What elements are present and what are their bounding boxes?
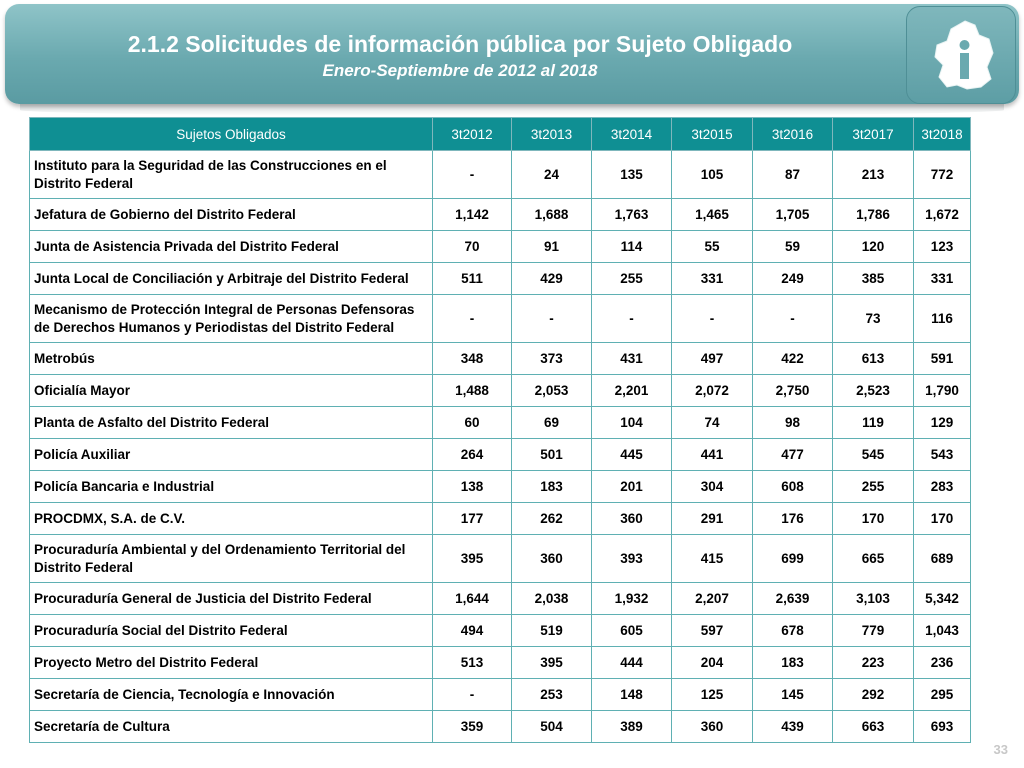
table-row xyxy=(30,263,971,295)
table-row xyxy=(30,615,971,647)
cell-value: 120 xyxy=(833,231,914,263)
header-shadow xyxy=(20,104,1004,116)
page-number: 33 xyxy=(993,742,1008,757)
cell-value: 359 xyxy=(433,711,512,743)
cell-value: 87 xyxy=(753,151,833,199)
cell-value: 59 xyxy=(753,231,833,263)
mexico-city-map-info-icon xyxy=(906,6,1016,104)
table-row xyxy=(30,583,971,615)
cell-value: 501 xyxy=(512,439,592,471)
row-name: Metrobús xyxy=(30,343,433,375)
page-title: 2.1.2 Solicitudes de información pública por Sujeto Obligado xyxy=(127,31,793,57)
cell-value: 138 xyxy=(433,471,512,503)
cell-value: 125 xyxy=(672,679,753,711)
page-subtitle: Enero-Septiembre de 2012 al 2018 xyxy=(322,61,598,80)
cell-value: 176 xyxy=(753,503,833,535)
cell-value: 170 xyxy=(833,503,914,535)
cell-value: 497 xyxy=(672,343,753,375)
cell-value: 74 xyxy=(672,407,753,439)
cell-value: 331 xyxy=(914,263,971,295)
column-header-3t2012: 3t2012 xyxy=(433,118,512,151)
cell-value: 60 xyxy=(433,407,512,439)
cell-value: 1,672 xyxy=(914,199,971,231)
cell-value: 1,644 xyxy=(433,583,512,615)
row-name: Oficialía Mayor xyxy=(30,375,433,407)
cell-value: 444 xyxy=(592,647,672,679)
cell-value: 519 xyxy=(512,615,592,647)
cell-value: 1,688 xyxy=(512,199,592,231)
cell-value: 148 xyxy=(592,679,672,711)
cell-value: 393 xyxy=(592,535,672,583)
cell-value: 295 xyxy=(914,679,971,711)
row-name: Junta de Asistencia Privada del Distrito Federal xyxy=(30,231,433,263)
cell-value: 1,142 xyxy=(433,199,512,231)
cell-value: 1,465 xyxy=(672,199,753,231)
cell-value: 291 xyxy=(672,503,753,535)
cell-value: 699 xyxy=(753,535,833,583)
table-row xyxy=(30,343,971,375)
row-name: Policía Bancaria e Industrial xyxy=(30,471,433,503)
cell-value: 5,342 xyxy=(914,583,971,615)
cell-value: 2,053 xyxy=(512,375,592,407)
cell-value: 441 xyxy=(672,439,753,471)
cell-value: 2,201 xyxy=(592,375,672,407)
cell-value: 223 xyxy=(833,647,914,679)
cell-value: 2,038 xyxy=(512,583,592,615)
cell-value: 98 xyxy=(753,407,833,439)
cell-value: 292 xyxy=(833,679,914,711)
cell-value: 613 xyxy=(833,343,914,375)
cell-value: 1,488 xyxy=(433,375,512,407)
cell-value: 389 xyxy=(592,711,672,743)
cell-value: - xyxy=(672,295,753,343)
cell-value: 304 xyxy=(672,471,753,503)
cell-value: 678 xyxy=(753,615,833,647)
cell-value: 395 xyxy=(512,647,592,679)
row-name: Secretaría de Cultura xyxy=(30,711,433,743)
cell-value: 2,207 xyxy=(672,583,753,615)
cell-value: 445 xyxy=(592,439,672,471)
cell-value: 1,705 xyxy=(753,199,833,231)
row-name: Jefatura de Gobierno del Distrito Federal xyxy=(30,199,433,231)
cell-value: 145 xyxy=(753,679,833,711)
cell-value: 360 xyxy=(592,503,672,535)
table-row xyxy=(30,295,971,343)
cell-value: 591 xyxy=(914,343,971,375)
cell-value: 608 xyxy=(753,471,833,503)
cell-value: 264 xyxy=(433,439,512,471)
table-header-row xyxy=(30,118,971,151)
cell-value: 236 xyxy=(914,647,971,679)
cell-value: - xyxy=(433,295,512,343)
cell-value: 255 xyxy=(833,471,914,503)
cell-value: 183 xyxy=(753,647,833,679)
cell-value: 55 xyxy=(672,231,753,263)
cell-value: 504 xyxy=(512,711,592,743)
cell-value: 249 xyxy=(753,263,833,295)
cell-value: 1,790 xyxy=(914,375,971,407)
cell-value: 105 xyxy=(672,151,753,199)
table-row xyxy=(30,199,971,231)
cell-value: 665 xyxy=(833,535,914,583)
cell-value: 213 xyxy=(833,151,914,199)
cell-value: 605 xyxy=(592,615,672,647)
table-row xyxy=(30,503,971,535)
cell-value: 429 xyxy=(512,263,592,295)
cell-value: 104 xyxy=(592,407,672,439)
cell-value: 69 xyxy=(512,407,592,439)
cell-value: 597 xyxy=(672,615,753,647)
cell-value: 2,639 xyxy=(753,583,833,615)
column-header-3t2013: 3t2013 xyxy=(512,118,592,151)
cell-value: 693 xyxy=(914,711,971,743)
cell-value: 3,103 xyxy=(833,583,914,615)
cell-value: 123 xyxy=(914,231,971,263)
cell-value: 70 xyxy=(433,231,512,263)
table-row xyxy=(30,151,971,199)
table-row xyxy=(30,647,971,679)
cell-value: 114 xyxy=(592,231,672,263)
cell-value: 73 xyxy=(833,295,914,343)
cell-value: 415 xyxy=(672,535,753,583)
table-row xyxy=(30,439,971,471)
table-row xyxy=(30,471,971,503)
cell-value: - xyxy=(512,295,592,343)
table-row xyxy=(30,407,971,439)
cell-value: 91 xyxy=(512,231,592,263)
cell-value: 373 xyxy=(512,343,592,375)
cell-value: 439 xyxy=(753,711,833,743)
cell-value: 477 xyxy=(753,439,833,471)
cell-value: 422 xyxy=(753,343,833,375)
requests-table xyxy=(29,117,971,743)
row-name: Instituto para la Seguridad de las Construcciones en el Distrito Federal xyxy=(30,151,433,199)
cell-value: 2,523 xyxy=(833,375,914,407)
cell-value: 360 xyxy=(512,535,592,583)
cell-value: 511 xyxy=(433,263,512,295)
row-name: Secretaría de Ciencia, Tecnología e Innovación xyxy=(30,679,433,711)
row-name: Proyecto Metro del Distrito Federal xyxy=(30,647,433,679)
cell-value: 116 xyxy=(914,295,971,343)
cell-value: 348 xyxy=(433,343,512,375)
row-name: Planta de Asfalto del Distrito Federal xyxy=(30,407,433,439)
row-name: Junta Local de Conciliación y Arbitraje del Distrito Federal xyxy=(30,263,433,295)
cell-value: 545 xyxy=(833,439,914,471)
cell-value: 513 xyxy=(433,647,512,679)
table-row xyxy=(30,375,971,407)
cell-value: 395 xyxy=(433,535,512,583)
cell-value: 1,043 xyxy=(914,615,971,647)
cell-value: 772 xyxy=(914,151,971,199)
cell-value: 689 xyxy=(914,535,971,583)
cell-value: 494 xyxy=(433,615,512,647)
cell-value: 119 xyxy=(833,407,914,439)
cell-value: 204 xyxy=(672,647,753,679)
cell-value: 2,750 xyxy=(753,375,833,407)
table-row xyxy=(30,679,971,711)
row-name: Policía Auxiliar xyxy=(30,439,433,471)
cell-value: 663 xyxy=(833,711,914,743)
cell-value: - xyxy=(753,295,833,343)
cell-value: - xyxy=(433,679,512,711)
cell-value: 24 xyxy=(512,151,592,199)
row-name: Procuraduría Ambiental y del Ordenamiento Territorial del Distrito Federal xyxy=(30,535,433,583)
cell-value: 2,072 xyxy=(672,375,753,407)
cell-value: 283 xyxy=(914,471,971,503)
cell-value: 170 xyxy=(914,503,971,535)
cell-value: 183 xyxy=(512,471,592,503)
cell-value: 1,763 xyxy=(592,199,672,231)
cell-value: 1,932 xyxy=(592,583,672,615)
table-row xyxy=(30,535,971,583)
cell-value: 360 xyxy=(672,711,753,743)
table-row xyxy=(30,231,971,263)
cell-value: 135 xyxy=(592,151,672,199)
cell-value: 331 xyxy=(672,263,753,295)
cell-value: 543 xyxy=(914,439,971,471)
cell-value: - xyxy=(433,151,512,199)
cell-value: 779 xyxy=(833,615,914,647)
column-header-3t2015: 3t2015 xyxy=(672,118,753,151)
cell-value: 253 xyxy=(512,679,592,711)
cell-value: 177 xyxy=(433,503,512,535)
column-header-3t2017: 3t2017 xyxy=(833,118,914,151)
cell-value: - xyxy=(592,295,672,343)
cell-value: 255 xyxy=(592,263,672,295)
cell-value: 1,786 xyxy=(833,199,914,231)
table-row xyxy=(30,711,971,743)
cell-value: 201 xyxy=(592,471,672,503)
cell-value: 262 xyxy=(512,503,592,535)
column-header-3t2018: 3t2018 xyxy=(914,118,971,151)
cell-value: 385 xyxy=(833,263,914,295)
row-name: PROCDMX, S.A. de C.V. xyxy=(30,503,433,535)
row-name: Procuraduría Social del Distrito Federal xyxy=(30,615,433,647)
cell-value: 129 xyxy=(914,407,971,439)
row-name: Mecanismo de Protección Integral de Personas Defensoras de Derechos Humanos y Periodistas del Distrito Federal xyxy=(30,295,433,343)
column-header-3t2014: 3t2014 xyxy=(592,118,672,151)
row-name: Procuraduría General de Justicia del Distrito Federal xyxy=(30,583,433,615)
cell-value: 431 xyxy=(592,343,672,375)
column-header-sujetos: Sujetos Obligados xyxy=(30,118,433,151)
column-header-3t2016: 3t2016 xyxy=(753,118,833,151)
